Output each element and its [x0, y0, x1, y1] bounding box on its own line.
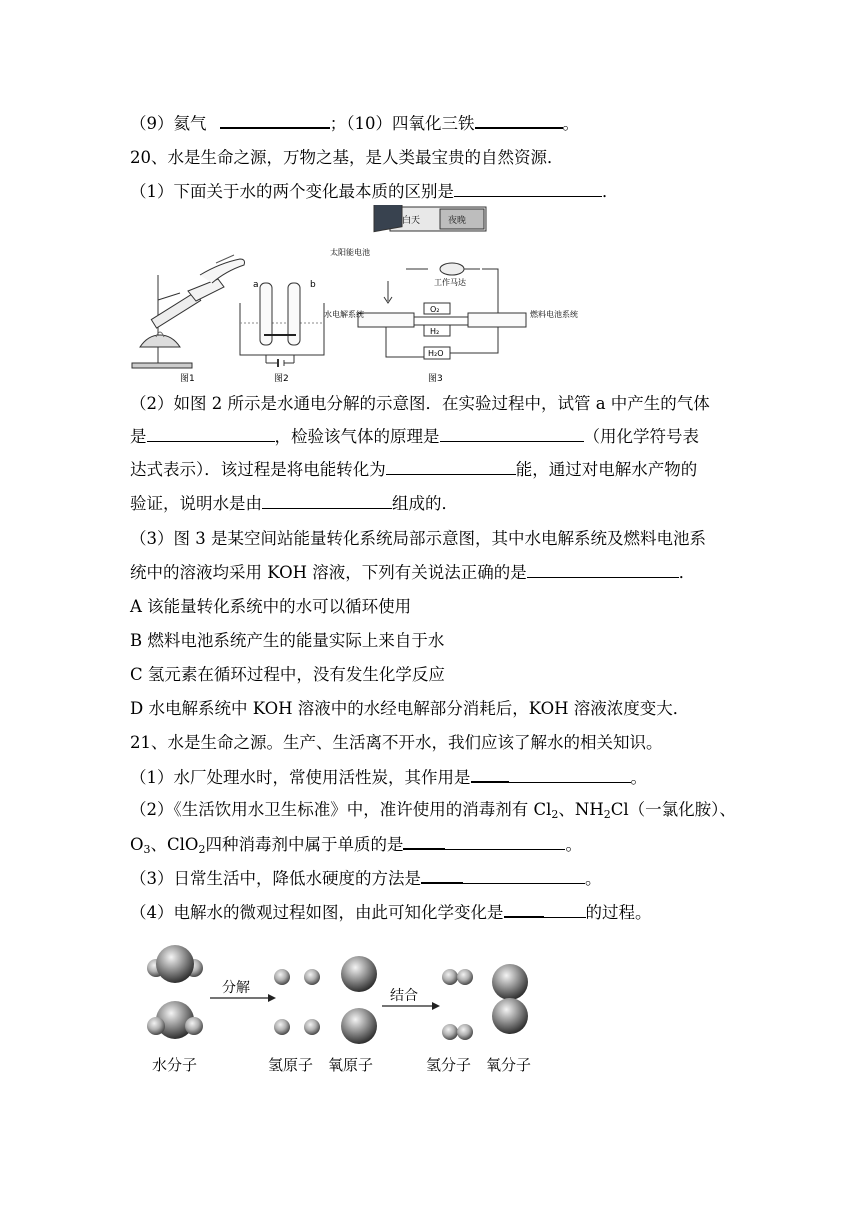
option-d: D 水电解系统中 KOH 溶液中的水经电解部分消耗后，KOH 溶液浓度变大． [130, 699, 690, 718]
motor-label: 工作马达 [434, 278, 466, 287]
answer-blank-21-1a[interactable] [471, 766, 509, 783]
answer-blank-21-3b[interactable] [463, 868, 585, 884]
label-water-molecule: 水分子 [152, 1056, 198, 1074]
answer-blank-20-2d[interactable] [262, 493, 392, 509]
answer-blank-20-2c[interactable] [386, 459, 516, 475]
figure-group [128, 205, 618, 383]
q20-part1: （1）下面关于水的两个变化最本质的区别是 ． [130, 182, 619, 201]
answer-blank-21-4b[interactable] [544, 902, 586, 918]
q20-part2-line4: 验证，说明水是由 组成的． [130, 494, 458, 513]
tube-a-label: a [253, 280, 259, 290]
answer-blank-20-2a[interactable] [147, 426, 275, 442]
fig2-caption: 图2 [274, 374, 289, 383]
fig1-caption: 图1 [180, 374, 195, 383]
answer-blank-21-3a[interactable] [421, 867, 463, 884]
answer-blank-20-1[interactable] [454, 181, 602, 197]
option-a: A 该能量转化系统中的水可以循环使用 [130, 597, 412, 616]
answer-blank-9[interactable] [220, 112, 330, 129]
q21-part2-line2: $O_3$、ClO$_2$四种消毒剂中属于单质的是 。 [130, 835, 582, 856]
micro-diagram-svg [140, 944, 550, 1084]
option-c: C 氢元素在循环过程中，没有发生化学反应 [130, 665, 445, 684]
q21-part2-line1: （2）《生活饮用水卫生标准》中，准许使用的消毒剂有 $Cl_2$、$NH_2Cl$（一氯化胺）、 [130, 800, 736, 821]
toggle-night[interactable]: 夜晚 [448, 216, 467, 226]
fig3-caption: 图3 [428, 374, 443, 383]
oxygen-atoms [341, 956, 377, 1044]
q19-item9: （9）氦气 [130, 114, 207, 133]
q19-sep: ；（10）四氧化三铁 [329, 114, 475, 133]
answer-blank-20-2b[interactable] [440, 426, 584, 442]
label-oxygen-molecule: 氧分子 [486, 1056, 532, 1074]
figure1-apparatus [132, 255, 245, 368]
q20-part2-line2: 是 ，检验该气体的原理是 （用化学符号表 [130, 427, 699, 446]
combine-label: 结合 [390, 988, 418, 1004]
q20-part3-line1: （3）图 3 是某空间站能量转化系统局部示意图，其中水电解系统及燃料电池系 [130, 529, 706, 548]
h2o-label: H₂O [428, 349, 444, 358]
decompose-label: 分解 [222, 980, 250, 996]
h2-label: H₂ [430, 327, 440, 336]
q20-part2-line1: （2）如图 2 所示是水通电分解的示意图．在实验过程中，试管 a 中产生的气体 [130, 394, 710, 413]
figure2-electrolysis [240, 283, 324, 367]
hydrogen-molecules [442, 969, 473, 1040]
answer-blank-21-2b[interactable] [445, 834, 565, 850]
fuelcell-label: 燃料电池系统 [530, 310, 578, 319]
water-molecule-2 [147, 1001, 203, 1039]
tube-b-label: b [310, 280, 316, 290]
q20-part2-line3: 达式表示）．该过程是将电能转化为 能，通过对电解水产物的 [130, 460, 698, 479]
answer-blank-21-2a[interactable] [403, 833, 445, 850]
q19-line: （9）氦气 ；（10）四氧化三铁 。 [130, 114, 579, 133]
q21-part3: （3）日常生活中，降低水硬度的方法是 。 [130, 869, 602, 888]
q21-title: 21、水是生命之源。生产、生活离不开水，我们应该了解水的相关知识。 [130, 733, 663, 752]
toggle-day[interactable]: 白天 [402, 216, 421, 226]
electrolysis-micro-diagram [140, 944, 550, 1084]
hydrogen-atoms [274, 969, 320, 1035]
label-oxygen-atom: 氧原子 [328, 1056, 374, 1074]
label-hydrogen-atom: 氢原子 [268, 1056, 314, 1074]
label-hydrogen-molecule: 氢分子 [426, 1056, 472, 1074]
q20-title: 20、水是生命之源，万物之基，是人类最宝贵的自然资源． [130, 148, 564, 167]
figures-svg [128, 205, 618, 383]
o2-label: O₂ [430, 305, 440, 314]
oxygen-molecule [492, 964, 528, 1034]
option-b: B 燃料电池系统产生的能量实际上来自于水 [130, 631, 445, 650]
answer-blank-21-4a[interactable] [504, 901, 544, 918]
answer-blank-20-3[interactable] [527, 562, 679, 578]
answer-blank-21-1b[interactable] [509, 767, 631, 783]
q21-part1: （1）水厂处理水时，常使用活性炭，其作用是 。 [130, 768, 647, 787]
solar-label: 太阳能电池 [330, 248, 370, 257]
water-molecule-1 [147, 945, 203, 983]
answer-blank-10[interactable] [475, 112, 563, 129]
electrolysis-label: 水电解系统 [324, 310, 364, 319]
q20-part3-line2: 统中的溶液均采用 KOH 溶液，下列有关说法正确的是 ． [130, 563, 696, 582]
q21-part4: （4）电解水的微观过程如图，由此可知化学变化是 的过程。 [130, 903, 652, 922]
